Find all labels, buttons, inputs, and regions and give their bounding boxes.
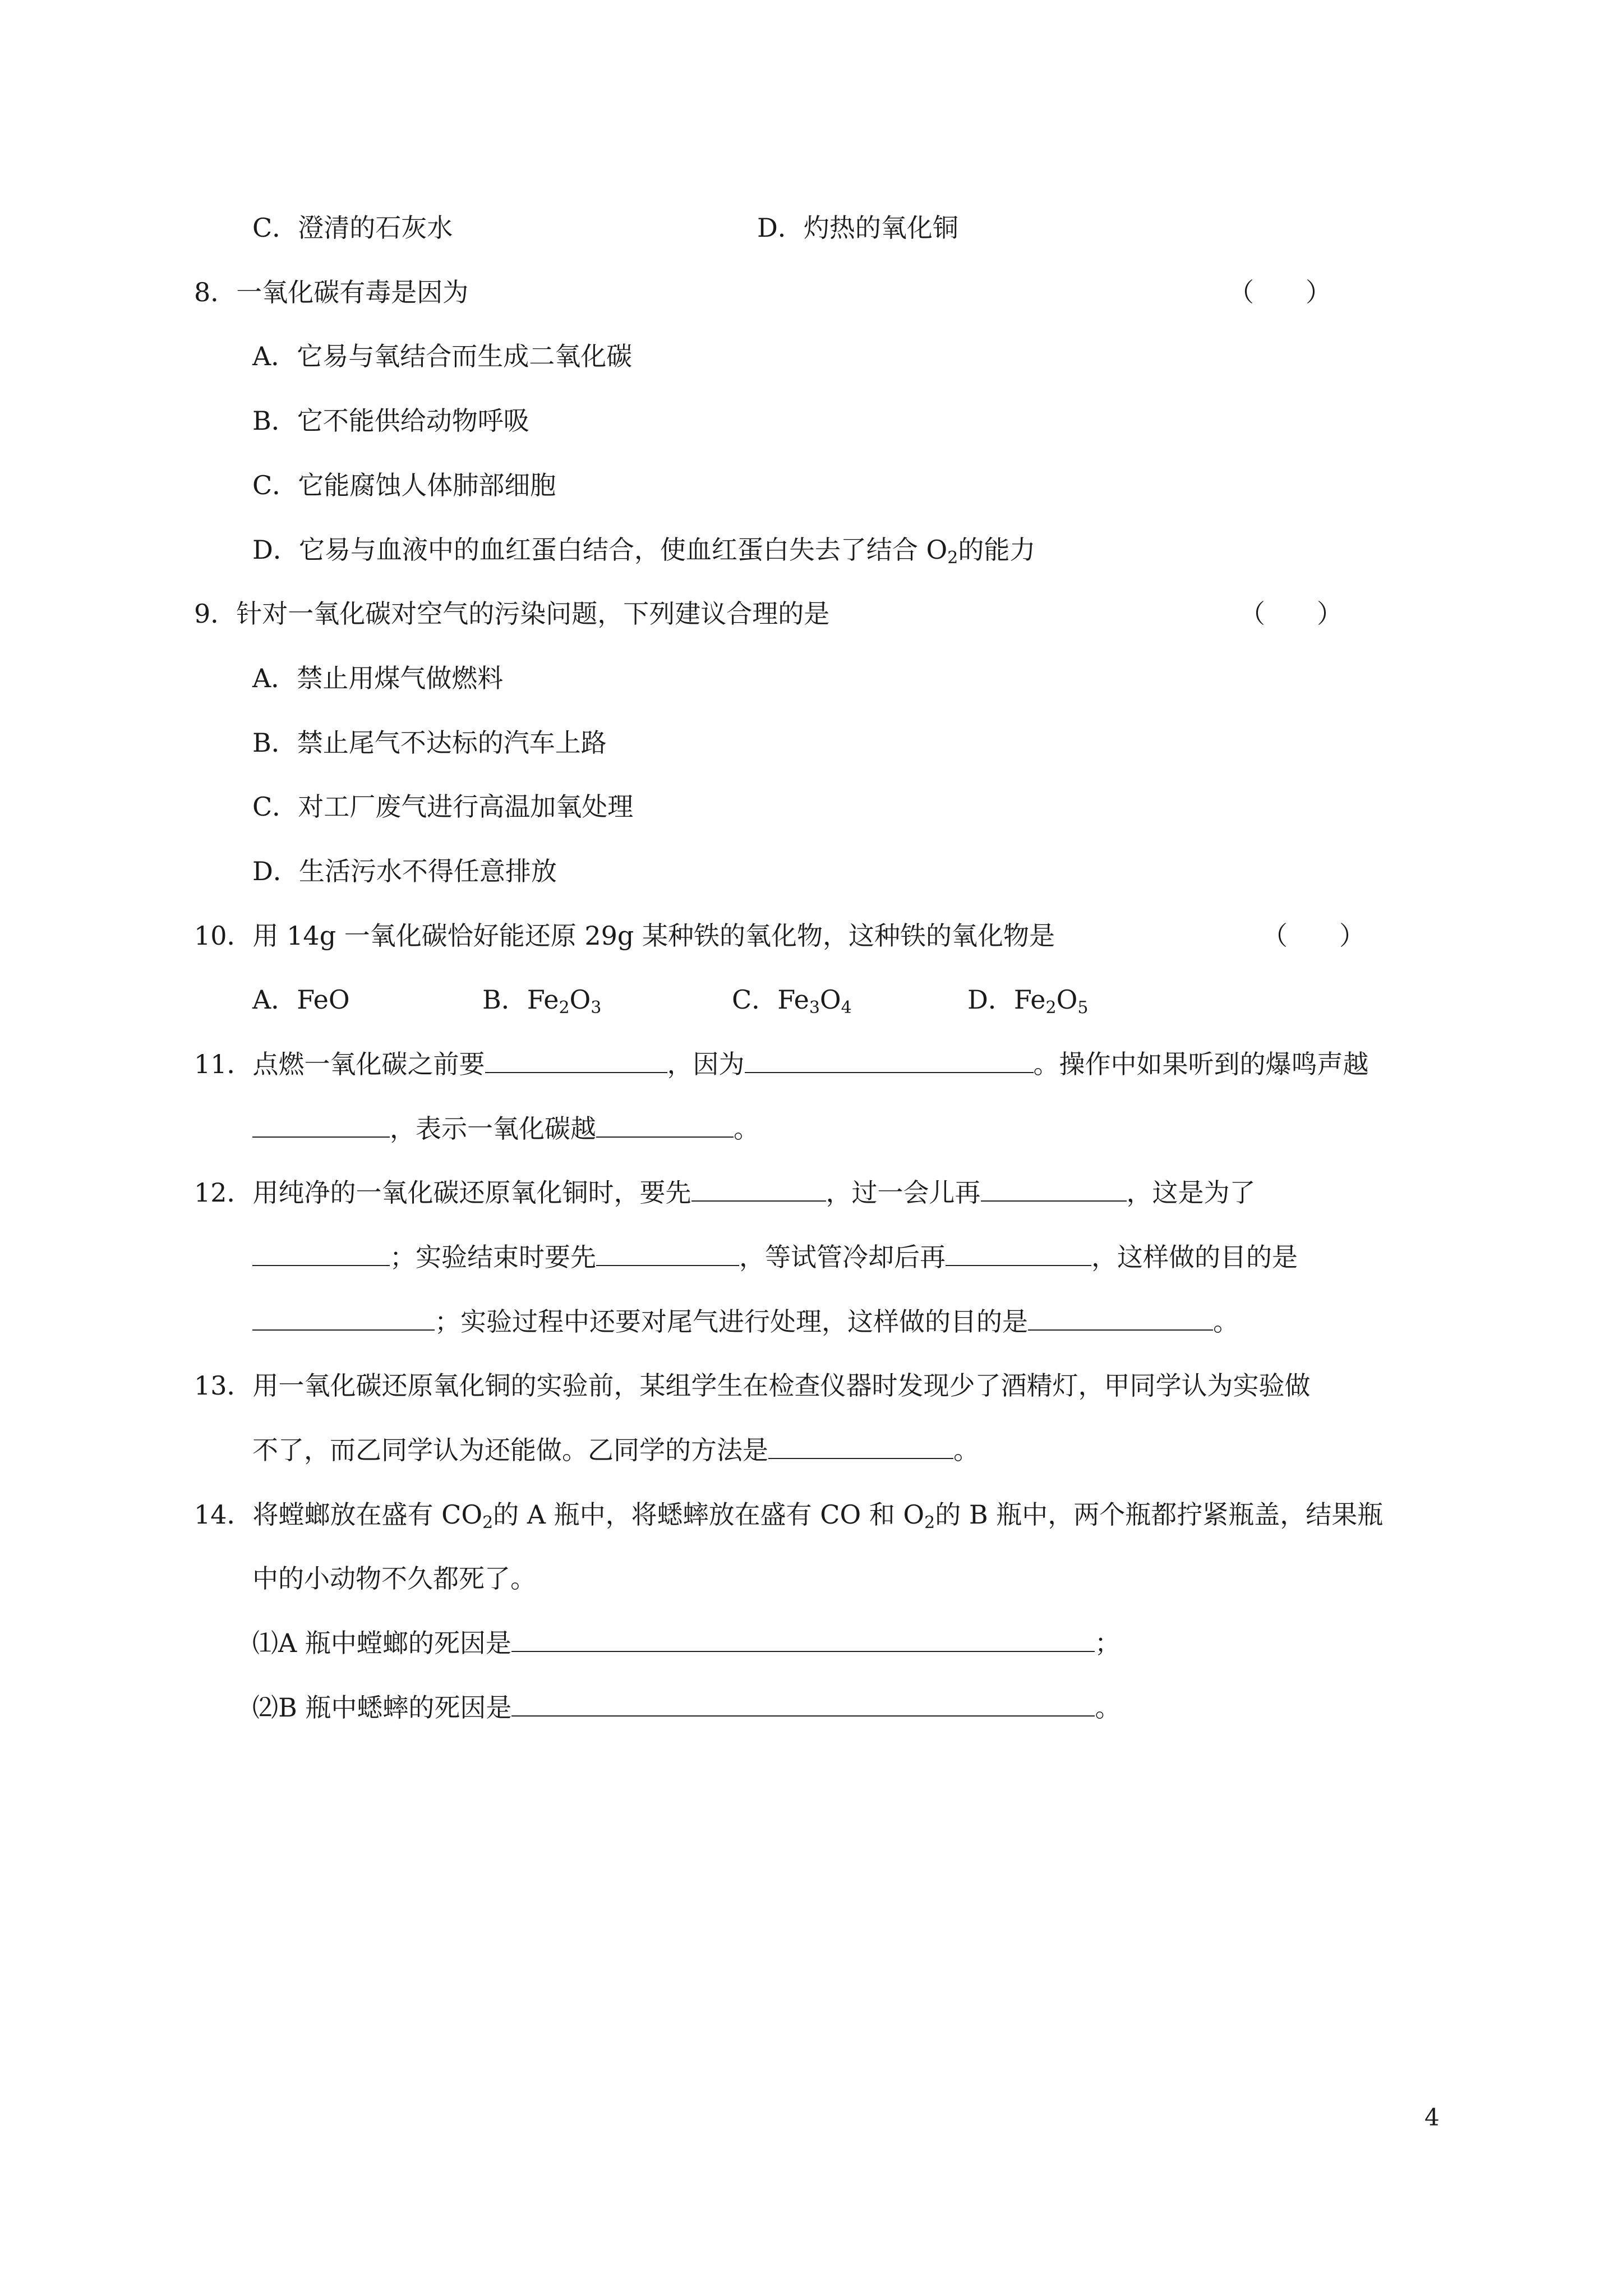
q14-blank-1[interactable] [511, 1626, 1095, 1652]
q8-option-a: A．它易与氧结合而生成二氧化碳 [252, 341, 633, 371]
q9-answer-paren: （ ） [1239, 599, 1343, 629]
q7-option-c: C．澄清的石灰水 [252, 213, 453, 243]
q11-blank-2[interactable] [745, 1047, 1034, 1073]
q9-option-a: A．禁止用煤气做燃料 [252, 663, 504, 693]
q9-stem: 9．针对一氧化碳对空气的污染问题，下列建议合理的是 [194, 599, 830, 629]
q8-option-b: B．它不能供给动物呼吸 [252, 406, 529, 436]
q12-blank-4[interactable] [596, 1240, 739, 1266]
q9-option-b: B．禁止尾气不达标的汽车上路 [252, 728, 607, 758]
page-number: 4 [1424, 2104, 1440, 2131]
q10-option-a: A．FeO [252, 984, 350, 1015]
q8-stem: 8．一氧化碳有毒是因为 [194, 277, 469, 307]
q11-blank-4[interactable] [596, 1112, 734, 1138]
q11-blank-1[interactable] [485, 1047, 667, 1073]
q12-blank-7[interactable] [1028, 1305, 1213, 1331]
q14-line-2: 中的小动物不久都死了。 [252, 1563, 536, 1594]
q12-line-2: ；实验结束时要先 ，等试管冷却后再 ，这样做的目的是 [252, 1240, 1298, 1274]
q14-line-1: 14．将螳螂放在盛有 $CO_2$的 A 瓶中，将蟋蟀放在盛有 CO 和 $O_2$的 B 瓶中，两个瓶都拧紧瓶盖，结果瓶 [194, 1499, 1384, 1533]
q13-line-2: 不了，而乙同学认为还能做。乙同学的方法是 。 [252, 1433, 979, 1467]
q12-blank-5[interactable] [946, 1240, 1091, 1266]
q10-answer-paren: （ ） [1262, 921, 1365, 951]
q10-stem: 10．用 14g 一氧化碳恰好能还原 29g 某种铁的氧化物，这种铁的氧化物是 [194, 921, 1055, 951]
q10-option-d: D．$Fe_2O_5$ [967, 984, 1089, 1018]
q10-option-b: B．$Fe_2O_3$ [482, 984, 602, 1018]
q13-line-1: 13．用一氧化碳还原氧化铜的实验前，某组学生在检查仪器时发现少了酒精灯，甲同学认为实验做 [194, 1370, 1311, 1401]
q10-option-c: C．$Fe_3O_4$ [732, 984, 852, 1018]
q12-blank-2[interactable] [981, 1176, 1127, 1202]
q13-blank-1[interactable] [768, 1433, 953, 1459]
q9-option-c: C．对工厂废气进行高温加氧处理 [252, 792, 634, 822]
q14-subquestion-1: ⑴A 瓶中螳螂的死因是 ； [252, 1626, 1121, 1660]
q12-line-3: ；实验过程中还要对尾气进行处理，这样做的目的是 。 [252, 1305, 1239, 1338]
q8-option-d: D．它易与血液中的血红蛋白结合，使血红蛋白失去了结合 $O_2$的能力 [252, 535, 1036, 568]
q11-line-2: ，表示一氧化碳越 。 [252, 1112, 759, 1145]
q12-blank-3[interactable] [252, 1240, 390, 1266]
q12-blank-1[interactable] [691, 1176, 826, 1202]
q14-blank-2[interactable] [511, 1691, 1095, 1717]
q11-blank-3[interactable] [252, 1112, 390, 1138]
q11-line-1: 11．点燃一氧化碳之前要 ，因为 。操作中如果听到的爆鸣声越 [194, 1047, 1369, 1081]
q12-line-1: 12．用纯净的一氧化碳还原氧化铜时，要先 ，过一会儿再 ，这是为了 [194, 1176, 1256, 1209]
q14-subquestion-2: ⑵B 瓶中蟋蟀的死因是 。 [252, 1691, 1121, 1724]
q12-blank-6[interactable] [252, 1305, 435, 1331]
q8-option-c: C．它能腐蚀人体肺部细胞 [252, 470, 556, 500]
q8-answer-paren: （ ） [1228, 277, 1331, 307]
q7-option-d: D．灼热的氧化铜 [757, 213, 958, 243]
q9-option-d: D．生活污水不得任意排放 [252, 856, 557, 886]
